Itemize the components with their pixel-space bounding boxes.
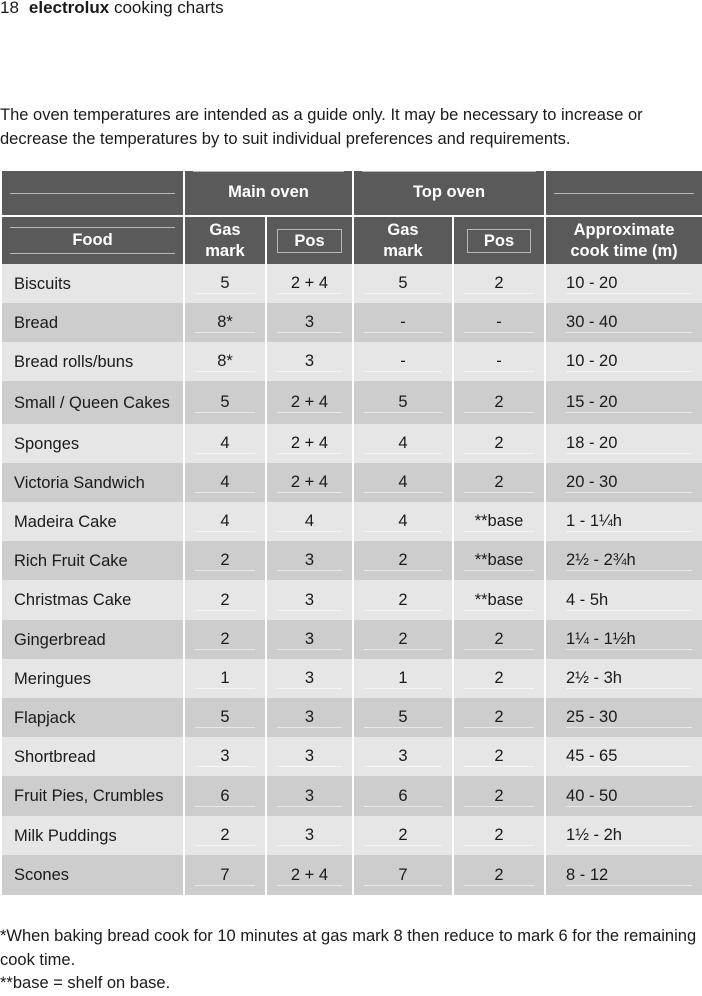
cell-time: 15 - 20 <box>545 381 702 424</box>
cell-food: Scones <box>2 855 184 895</box>
footnote-bread: *When baking bread cook for 10 minutes at gas mark 8 then reduce to mark 6 for the remaining cook time. <box>0 927 697 969</box>
cell-time: 40 - 50 <box>545 776 702 816</box>
column-header-main-pos: Pos <box>266 216 353 264</box>
cell-food: Gingerbread <box>2 620 184 659</box>
cell-time: 10 - 20 <box>545 342 702 381</box>
cell-time: 45 - 65 <box>545 737 702 776</box>
cell-main-gas: 5 <box>184 698 266 737</box>
cell-food: Biscuits <box>2 264 184 303</box>
cell-food: Flapjack <box>2 698 184 737</box>
cell-top-gas: - <box>353 303 453 342</box>
cell-food: Victoria Sandwich <box>2 463 184 502</box>
cell-main-pos: 2 + 4 <box>266 381 353 424</box>
cell-food: Shortbread <box>2 737 184 776</box>
cell-main-gas: 2 <box>184 541 266 580</box>
cell-top-gas: 4 <box>353 424 453 463</box>
cell-main-pos: 4 <box>266 502 353 541</box>
cell-food: Bread <box>2 303 184 342</box>
cell-main-pos: 2 + 4 <box>266 424 353 463</box>
cell-top-pos: 2 <box>453 816 545 855</box>
cell-main-pos: 3 <box>266 620 353 659</box>
cell-main-pos: 2 + 4 <box>266 855 353 895</box>
cell-top-pos: 2 <box>453 855 545 895</box>
cell-main-gas: 2 <box>184 580 266 620</box>
table-row <box>2 659 702 698</box>
header-main-oven: Main oven <box>184 171 353 216</box>
cell-food: Christmas Cake <box>2 580 184 620</box>
table-row <box>2 816 702 855</box>
cell-top-pos: - <box>453 303 545 342</box>
table-row <box>2 776 702 816</box>
cell-food: Small / Queen Cakes <box>2 381 184 424</box>
cell-top-gas: 5 <box>353 264 453 303</box>
cell-main-pos: 3 <box>266 580 353 620</box>
cell-time: 30 - 40 <box>545 303 702 342</box>
cell-main-gas: 1 <box>184 659 266 698</box>
cell-main-gas: 4 <box>184 463 266 502</box>
cell-time: 1 - 1¼h <box>545 502 702 541</box>
cell-top-gas: 6 <box>353 776 453 816</box>
cell-time: 2½ - 3h <box>545 659 702 698</box>
cell-top-pos: 2 <box>453 264 545 303</box>
footnotes <box>0 925 702 996</box>
cooking-chart-table <box>2 171 702 895</box>
cell-time: 2½ - 2¾h <box>545 541 702 580</box>
cell-time: 4 - 5h <box>545 580 702 620</box>
cell-top-gas: 2 <box>353 580 453 620</box>
page-header <box>0 0 224 18</box>
column-header-food: Food <box>2 216 184 264</box>
cell-main-gas: 3 <box>184 737 266 776</box>
cell-top-pos: 2 <box>453 463 545 502</box>
cell-time: 20 - 30 <box>545 463 702 502</box>
cell-food: Rich Fruit Cake <box>2 541 184 580</box>
cell-top-pos: 2 <box>453 381 545 424</box>
cell-time: 18 - 20 <box>545 424 702 463</box>
table-row <box>2 381 702 424</box>
cell-top-gas: 5 <box>353 381 453 424</box>
cell-top-gas: 7 <box>353 855 453 895</box>
column-header-top-pos: Pos <box>453 216 545 264</box>
cell-time: 8 - 12 <box>545 855 702 895</box>
cell-top-gas: 4 <box>353 502 453 541</box>
cell-main-gas: 5 <box>184 381 266 424</box>
cell-top-pos: **base <box>453 580 545 620</box>
cell-top-pos: - <box>453 342 545 381</box>
cell-main-gas: 2 <box>184 620 266 659</box>
cell-top-pos: 2 <box>453 659 545 698</box>
cell-main-gas: 6 <box>184 776 266 816</box>
cell-top-gas: 1 <box>353 659 453 698</box>
cell-main-pos: 3 <box>266 698 353 737</box>
cell-main-gas: 5 <box>184 264 266 303</box>
cell-main-pos: 3 <box>266 816 353 855</box>
footnote-base: **base = shelf on base. <box>0 974 171 992</box>
cell-top-pos: 2 <box>453 698 545 737</box>
cell-main-gas: 4 <box>184 424 266 463</box>
table-row <box>2 855 702 895</box>
cell-main-pos: 3 <box>266 659 353 698</box>
cell-time: 25 - 30 <box>545 698 702 737</box>
cell-main-gas: 2 <box>184 816 266 855</box>
cell-time: 1½ - 2h <box>545 816 702 855</box>
column-header-main-gas-mark: Gas mark <box>184 216 266 264</box>
cell-food: Madeira Cake <box>2 502 184 541</box>
cell-food: Milk Puddings <box>2 816 184 855</box>
table-row <box>2 737 702 776</box>
table-row <box>2 424 702 463</box>
cell-main-pos: 3 <box>266 776 353 816</box>
cell-top-pos: 2 <box>453 424 545 463</box>
table-row <box>2 541 702 580</box>
cell-top-pos: **base <box>453 541 545 580</box>
intro-paragraph: The oven temperatures are intended as a guide only. It may be necessary to increase or decrease the temperatures by to suit individual preferences and requirements. <box>0 106 643 148</box>
cell-main-pos: 2 + 4 <box>266 463 353 502</box>
cell-top-pos: 2 <box>453 776 545 816</box>
cell-top-gas: 2 <box>353 541 453 580</box>
table-row <box>2 463 702 502</box>
cell-main-pos: 2 + 4 <box>266 264 353 303</box>
cell-main-gas: 8* <box>184 303 266 342</box>
table-row <box>2 264 702 303</box>
cell-top-gas: 3 <box>353 737 453 776</box>
column-header-cook-time: Approximate cook time (m) <box>545 216 702 264</box>
cell-time: 10 - 20 <box>545 264 702 303</box>
section-title: cooking charts <box>113 0 224 17</box>
page-number: 18 <box>0 0 19 17</box>
cell-top-gas: - <box>353 342 453 381</box>
cell-food: Bread rolls/buns <box>2 342 184 381</box>
cell-food: Meringues <box>2 659 184 698</box>
cell-top-pos: **base <box>453 502 545 541</box>
brand-name: electrolux <box>28 0 110 17</box>
cell-top-gas: 4 <box>353 463 453 502</box>
cell-top-gas: 2 <box>353 816 453 855</box>
cell-main-pos: 3 <box>266 737 353 776</box>
cell-food: Sponges <box>2 424 184 463</box>
cell-main-gas: 7 <box>184 855 266 895</box>
cell-main-pos: 3 <box>266 303 353 342</box>
cell-food: Fruit Pies, Crumbles <box>2 776 184 816</box>
cell-top-pos: 2 <box>453 620 545 659</box>
cell-main-pos: 3 <box>266 342 353 381</box>
table-row <box>2 698 702 737</box>
header-blank-time <box>545 171 702 216</box>
cell-main-pos: 3 <box>266 541 353 580</box>
cell-main-gas: 8* <box>184 342 266 381</box>
header-blank-food <box>2 171 184 216</box>
table-row <box>2 502 702 541</box>
header-top-oven: Top oven <box>353 171 545 216</box>
column-header-top-gas-mark: Gas mark <box>353 216 453 264</box>
cell-time: 1¼ - 1½h <box>545 620 702 659</box>
cell-top-gas: 2 <box>353 620 453 659</box>
table-row <box>2 303 702 342</box>
table-row <box>2 580 702 620</box>
table-row <box>2 620 702 659</box>
cell-top-pos: 2 <box>453 737 545 776</box>
cell-main-gas: 4 <box>184 502 266 541</box>
cell-top-gas: 5 <box>353 698 453 737</box>
table-row <box>2 342 702 381</box>
